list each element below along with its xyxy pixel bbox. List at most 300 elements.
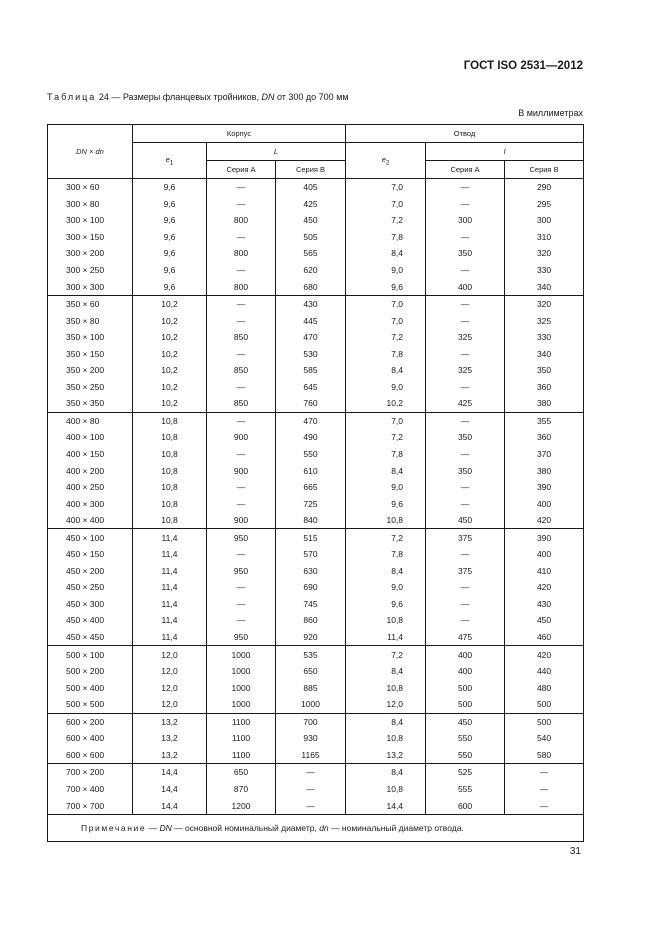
cell-e1: 10,8: [133, 429, 207, 446]
cell-L-series-b: 1000: [276, 696, 346, 713]
cell-L-series-b: 630: [276, 563, 346, 580]
cell-e1: 10,2: [133, 329, 207, 346]
cell-dn: 400 × 100: [48, 429, 133, 446]
table-row: [48, 679, 584, 696]
cell-l-series-a: —: [426, 379, 505, 396]
cell-l-series-a: 500: [426, 696, 505, 713]
cell-e2: 8,4: [346, 362, 426, 379]
cell-L-series-a: —: [207, 229, 276, 246]
cell-L-series-b: 690: [276, 579, 346, 596]
cell-dn: 300 × 80: [48, 196, 133, 213]
cell-l-series-b: 580: [505, 747, 584, 764]
cell-l-series-b: 440: [505, 663, 584, 680]
cell-dn: 450 × 150: [48, 546, 133, 563]
cell-L-series-a: 1000: [207, 679, 276, 696]
table-row: [48, 362, 584, 379]
cell-l-series-b: 400: [505, 495, 584, 512]
L-series-a-header: Серия А: [207, 161, 276, 179]
l-series-b-header: Серия В: [505, 161, 584, 179]
cell-dn: 400 × 200: [48, 462, 133, 479]
cell-L-series-b: 570: [276, 546, 346, 563]
cell-L-series-b: 425: [276, 196, 346, 213]
table-row: [48, 379, 584, 396]
cell-e1: 10,8: [133, 495, 207, 512]
cell-L-series-a: —: [207, 446, 276, 463]
cell-L-series-b: 745: [276, 596, 346, 613]
cell-L-series-b: 505: [276, 229, 346, 246]
cell-l-series-a: —: [426, 229, 505, 246]
cell-e1: 9,6: [133, 212, 207, 229]
cell-L-series-b: 725: [276, 495, 346, 512]
cell-L-series-a: 1100: [207, 747, 276, 764]
cell-e1: 10,2: [133, 362, 207, 379]
table-row: [48, 546, 584, 563]
cell-l-series-b: 290: [505, 179, 584, 196]
cell-dn: 500 × 500: [48, 696, 133, 713]
cell-e1: 14,4: [133, 797, 207, 814]
cell-dn: 400 × 150: [48, 446, 133, 463]
cell-L-series-b: 470: [276, 412, 346, 429]
cell-l-series-b: 295: [505, 196, 584, 213]
cell-l-series-a: 500: [426, 679, 505, 696]
cell-l-series-b: 325: [505, 312, 584, 329]
cell-l-series-b: 480: [505, 679, 584, 696]
cell-L-series-a: 800: [207, 278, 276, 295]
cell-l-series-a: 375: [426, 529, 505, 546]
table-row: [48, 713, 584, 730]
cell-l-series-b: 360: [505, 429, 584, 446]
cell-l-series-b: 390: [505, 479, 584, 496]
l-header: l: [426, 143, 584, 161]
cell-l-series-a: 555: [426, 781, 505, 798]
cell-L-series-a: 1100: [207, 713, 276, 730]
cell-L-series-a: 850: [207, 362, 276, 379]
cell-L-series-a: —: [207, 596, 276, 613]
cell-dn: 700 × 400: [48, 781, 133, 798]
cell-dn: 300 × 300: [48, 278, 133, 295]
table-row: [48, 479, 584, 496]
cell-L-series-b: 1165: [276, 747, 346, 764]
caption-text-after: от 300 до 700 мм: [274, 92, 349, 102]
table-row: [48, 229, 584, 246]
cell-L-series-a: 950: [207, 563, 276, 580]
cell-dn: 700 × 200: [48, 764, 133, 781]
cell-l-series-a: 300: [426, 212, 505, 229]
cell-L-series-a: —: [207, 479, 276, 496]
cell-dn: 350 × 100: [48, 329, 133, 346]
caption-dn: DN: [261, 92, 275, 102]
cell-L-series-a: 870: [207, 781, 276, 798]
table-row: [48, 596, 584, 613]
cell-l-series-a: —: [426, 312, 505, 329]
cell-L-series-b: 860: [276, 612, 346, 629]
cell-e1: 9,6: [133, 245, 207, 262]
cell-e1: 10,8: [133, 512, 207, 529]
cell-e1: 10,2: [133, 295, 207, 312]
cell-l-series-a: —: [426, 612, 505, 629]
cell-l-series-b: 500: [505, 713, 584, 730]
cell-L-series-b: 535: [276, 646, 346, 663]
table-row: [48, 262, 584, 279]
cell-L-series-b: —: [276, 781, 346, 798]
cell-L-series-a: 850: [207, 329, 276, 346]
cell-e2: 7,2: [346, 646, 426, 663]
e2-header: $e_2$: [346, 143, 426, 179]
cell-e1: 12,0: [133, 646, 207, 663]
cell-L-series-a: —: [207, 295, 276, 312]
cell-L-series-a: 950: [207, 629, 276, 646]
table-row: [48, 295, 584, 312]
cell-l-series-a: 450: [426, 713, 505, 730]
cell-dn: 300 × 60: [48, 179, 133, 196]
standard-designation: ГОСТ ISO 2531—2012: [463, 60, 583, 72]
cell-e2: 7,2: [346, 529, 426, 546]
cell-l-series-b: 420: [505, 579, 584, 596]
table-row: [48, 612, 584, 629]
cell-l-series-a: —: [426, 196, 505, 213]
cell-L-series-b: 700: [276, 713, 346, 730]
page-number: 31: [569, 846, 581, 857]
cell-L-series-a: 850: [207, 395, 276, 412]
cell-e2: 7,8: [346, 345, 426, 362]
cell-dn: 350 × 250: [48, 379, 133, 396]
cell-L-series-a: 1000: [207, 696, 276, 713]
cell-e1: 10,8: [133, 446, 207, 463]
cell-l-series-a: 375: [426, 563, 505, 580]
cell-L-series-b: 445: [276, 312, 346, 329]
cell-l-series-a: 475: [426, 629, 505, 646]
l-series-a-header: Серия А: [426, 161, 505, 179]
cell-e1: 12,0: [133, 696, 207, 713]
cell-dn: 700 × 700: [48, 797, 133, 814]
table-row: [48, 179, 584, 196]
cell-dn: 400 × 300: [48, 495, 133, 512]
cell-dn: 350 × 60: [48, 295, 133, 312]
cell-l-series-a: 450: [426, 512, 505, 529]
cell-e1: 14,4: [133, 764, 207, 781]
cell-L-series-a: 900: [207, 462, 276, 479]
cell-l-series-b: 430: [505, 596, 584, 613]
cell-e2: 8,4: [346, 764, 426, 781]
cell-L-series-b: —: [276, 797, 346, 814]
cell-l-series-a: 525: [426, 764, 505, 781]
cell-L-series-a: 900: [207, 512, 276, 529]
cell-l-series-b: 390: [505, 529, 584, 546]
cell-L-series-a: —: [207, 312, 276, 329]
cell-l-series-a: —: [426, 262, 505, 279]
cell-l-series-a: 400: [426, 663, 505, 680]
cell-L-series-b: 645: [276, 379, 346, 396]
cell-e2: 7,8: [346, 446, 426, 463]
cell-e1: 13,2: [133, 730, 207, 747]
cell-e1: 10,2: [133, 379, 207, 396]
table-row: [48, 797, 584, 814]
cell-l-series-b: 340: [505, 345, 584, 362]
cell-L-series-b: 680: [276, 278, 346, 295]
cell-e1: 10,2: [133, 312, 207, 329]
cell-e2: 9,0: [346, 479, 426, 496]
cell-e2: 7,0: [346, 412, 426, 429]
cell-L-series-b: 620: [276, 262, 346, 279]
cell-l-series-b: 460: [505, 629, 584, 646]
cell-e2: 7,2: [346, 329, 426, 346]
cell-dn: 450 × 450: [48, 629, 133, 646]
table-row: [48, 579, 584, 596]
cell-l-series-a: —: [426, 179, 505, 196]
cell-e2: 7,8: [346, 546, 426, 563]
cell-e1: 9,6: [133, 229, 207, 246]
cell-dn: 600 × 600: [48, 747, 133, 764]
cell-e2: 7,0: [346, 295, 426, 312]
cell-e2: 10,8: [346, 612, 426, 629]
cell-L-series-a: —: [207, 196, 276, 213]
cell-dn: 350 × 350: [48, 395, 133, 412]
cell-L-series-a: —: [207, 345, 276, 362]
cell-l-series-a: 350: [426, 429, 505, 446]
body-group-header: Корпус: [133, 125, 346, 143]
cell-e1: 11,4: [133, 596, 207, 613]
cell-L-series-a: 650: [207, 764, 276, 781]
cell-e1: 10,8: [133, 462, 207, 479]
cell-dn: 400 × 80: [48, 412, 133, 429]
cell-e2: 10,2: [346, 395, 426, 412]
cell-l-series-a: —: [426, 345, 505, 362]
cell-l-series-b: 340: [505, 278, 584, 295]
cell-l-series-b: 355: [505, 412, 584, 429]
cell-e1: 12,0: [133, 663, 207, 680]
table-row: [48, 446, 584, 463]
cell-dn: 400 × 250: [48, 479, 133, 496]
table-row: [48, 245, 584, 262]
table-row: [48, 563, 584, 580]
cell-l-series-b: 380: [505, 395, 584, 412]
table-row: [48, 495, 584, 512]
cell-e2: 9,6: [346, 596, 426, 613]
flanged-tees-table: [47, 124, 584, 842]
cell-l-series-b: 420: [505, 512, 584, 529]
table-row: [48, 395, 584, 412]
cell-dn: 300 × 100: [48, 212, 133, 229]
cell-e1: 14,4: [133, 781, 207, 798]
L-series-b-header: Серия В: [276, 161, 346, 179]
cell-l-series-a: 550: [426, 747, 505, 764]
cell-L-series-a: 800: [207, 245, 276, 262]
caption-number: 24: [98, 92, 109, 102]
cell-l-series-a: 325: [426, 362, 505, 379]
table-row: [48, 345, 584, 362]
cell-dn: 450 × 400: [48, 612, 133, 629]
cell-L-series-a: 950: [207, 529, 276, 546]
table-row: [48, 429, 584, 446]
cell-L-series-b: 550: [276, 446, 346, 463]
cell-e1: 11,4: [133, 529, 207, 546]
cell-l-series-b: —: [505, 764, 584, 781]
cell-e1: 10,2: [133, 345, 207, 362]
cell-L-series-a: 900: [207, 429, 276, 446]
cell-l-series-b: 400: [505, 546, 584, 563]
cell-e2: 8,4: [346, 245, 426, 262]
cell-dn: 450 × 100: [48, 529, 133, 546]
cell-e2: 7,0: [346, 196, 426, 213]
cell-l-series-b: 330: [505, 262, 584, 279]
cell-L-series-b: 405: [276, 179, 346, 196]
L-header: L: [207, 143, 346, 161]
table-caption: [47, 92, 349, 102]
table-row: [48, 529, 584, 546]
cell-l-series-b: 310: [505, 229, 584, 246]
cell-dn: 500 × 100: [48, 646, 133, 663]
cell-dn: 300 × 250: [48, 262, 133, 279]
cell-e1: 11,4: [133, 546, 207, 563]
table-row: [48, 747, 584, 764]
cell-e2: 7,0: [346, 312, 426, 329]
cell-e1: 13,2: [133, 747, 207, 764]
cell-L-series-a: —: [207, 179, 276, 196]
cell-e1: 10,8: [133, 479, 207, 496]
cell-l-series-a: 325: [426, 329, 505, 346]
table-row: [48, 329, 584, 346]
cell-e1: 10,2: [133, 395, 207, 412]
cell-l-series-a: —: [426, 596, 505, 613]
cell-e2: 9,6: [346, 495, 426, 512]
cell-l-series-b: 360: [505, 379, 584, 396]
cell-l-series-b: 320: [505, 245, 584, 262]
table-row: [48, 412, 584, 429]
cell-e1: 11,4: [133, 563, 207, 580]
cell-L-series-b: 470: [276, 329, 346, 346]
table-row: [48, 764, 584, 781]
cell-l-series-a: 400: [426, 278, 505, 295]
cell-e2: 10,8: [346, 679, 426, 696]
cell-l-series-a: —: [426, 495, 505, 512]
cell-e1: 9,6: [133, 196, 207, 213]
cell-dn: 450 × 300: [48, 596, 133, 613]
cell-l-series-a: —: [426, 546, 505, 563]
cell-dn: 400 × 400: [48, 512, 133, 529]
cell-L-series-a: 1200: [207, 797, 276, 814]
table-row: [48, 781, 584, 798]
cell-e1: 9,6: [133, 278, 207, 295]
cell-e2: 11,4: [346, 629, 426, 646]
cell-l-series-b: 330: [505, 329, 584, 346]
e1-header: $e_1$: [133, 143, 207, 179]
table-row: [48, 196, 584, 213]
cell-l-series-a: 425: [426, 395, 505, 412]
cell-L-series-a: 1000: [207, 646, 276, 663]
cell-l-series-b: 300: [505, 212, 584, 229]
cell-e2: 9,6: [346, 278, 426, 295]
cell-l-series-a: 350: [426, 245, 505, 262]
units-label: В миллиметрах: [518, 108, 583, 118]
cell-l-series-a: —: [426, 295, 505, 312]
cell-e1: 13,2: [133, 713, 207, 730]
cell-e2: 10,8: [346, 730, 426, 747]
cell-L-series-b: 930: [276, 730, 346, 747]
cell-e2: 14,4: [346, 797, 426, 814]
cell-e1: 11,4: [133, 612, 207, 629]
cell-l-series-a: 550: [426, 730, 505, 747]
table-row: [48, 212, 584, 229]
cell-dn: 300 × 200: [48, 245, 133, 262]
cell-e1: 11,4: [133, 579, 207, 596]
cell-L-series-b: 565: [276, 245, 346, 262]
cell-e2: 8,4: [346, 462, 426, 479]
col-dn-header: DN × dn: [48, 125, 133, 179]
cell-l-series-b: 420: [505, 646, 584, 663]
cell-L-series-a: —: [207, 612, 276, 629]
cell-L-series-a: 1100: [207, 730, 276, 747]
cell-l-series-a: —: [426, 579, 505, 596]
cell-dn: 500 × 200: [48, 663, 133, 680]
cell-e2: 13,2: [346, 747, 426, 764]
cell-L-series-b: 760: [276, 395, 346, 412]
cell-L-series-a: 800: [207, 212, 276, 229]
cell-l-series-a: 600: [426, 797, 505, 814]
table-row: [48, 512, 584, 529]
cell-L-series-a: —: [207, 495, 276, 512]
cell-l-series-a: 350: [426, 462, 505, 479]
cell-dn: 350 × 200: [48, 362, 133, 379]
table-row: [48, 278, 584, 295]
cell-e2: 8,4: [346, 713, 426, 730]
cell-e2: 10,8: [346, 512, 426, 529]
table-row: [48, 696, 584, 713]
cell-e2: 7,2: [346, 212, 426, 229]
cell-e2: 9,0: [346, 262, 426, 279]
cell-l-series-a: —: [426, 446, 505, 463]
cell-l-series-a: 400: [426, 646, 505, 663]
table-row: [48, 663, 584, 680]
table-note: Примечание — DN — основной номинальный диаметр, dn — номинальный диаметр отвода.: [48, 814, 584, 841]
cell-l-series-b: 500: [505, 696, 584, 713]
table-body: [48, 179, 584, 815]
cell-e2: 9,0: [346, 579, 426, 596]
cell-e2: 12,0: [346, 696, 426, 713]
table-row: [48, 730, 584, 747]
cell-e2: 8,4: [346, 663, 426, 680]
cell-e2: 7,0: [346, 179, 426, 196]
cell-e1: 10,8: [133, 412, 207, 429]
cell-l-series-a: —: [426, 479, 505, 496]
cell-l-series-b: —: [505, 797, 584, 814]
cell-l-series-a: —: [426, 412, 505, 429]
cell-L-series-b: 450: [276, 212, 346, 229]
cell-L-series-a: —: [207, 579, 276, 596]
cell-l-series-b: 380: [505, 462, 584, 479]
note-word: Примечание: [81, 822, 147, 833]
table-row: [48, 312, 584, 329]
table-row: [48, 646, 584, 663]
cell-L-series-b: 530: [276, 345, 346, 362]
cell-L-series-b: 840: [276, 512, 346, 529]
cell-e2: 7,2: [346, 429, 426, 446]
table-row: [48, 629, 584, 646]
cell-e1: 12,0: [133, 679, 207, 696]
cell-L-series-a: —: [207, 412, 276, 429]
cell-dn: 450 × 250: [48, 579, 133, 596]
cell-l-series-b: 370: [505, 446, 584, 463]
cell-l-series-b: 320: [505, 295, 584, 312]
cell-L-series-b: 490: [276, 429, 346, 446]
cell-e1: 11,4: [133, 629, 207, 646]
cell-e2: 9,0: [346, 379, 426, 396]
table-row: [48, 462, 584, 479]
cell-L-series-b: 515: [276, 529, 346, 546]
cell-l-series-b: 450: [505, 612, 584, 629]
cell-L-series-b: —: [276, 764, 346, 781]
caption-text-before: — Размеры фланцевых тройников,: [108, 92, 262, 102]
cell-l-series-b: 540: [505, 730, 584, 747]
